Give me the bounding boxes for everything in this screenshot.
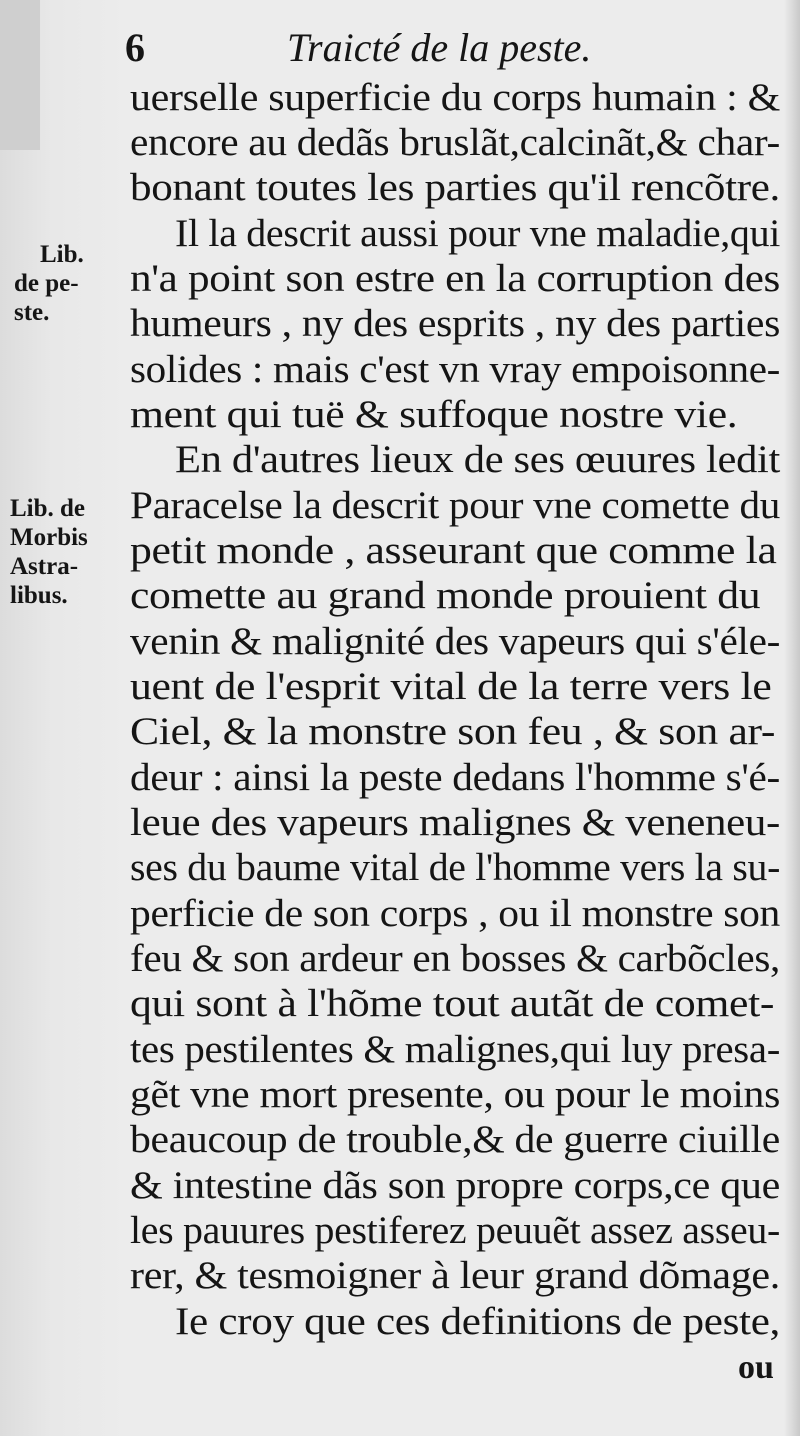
- margin-note-line: Lib.: [40, 241, 84, 268]
- catchword: ou: [738, 1349, 774, 1386]
- text-line: tes pestilentes & malignes,qui luy presa-: [130, 1028, 780, 1071]
- text-line: gẽt vne mort presente, ou pour le moins: [130, 1073, 780, 1116]
- margin-note-line: Lib. de: [10, 495, 86, 522]
- text-line: beaucoup de trouble,& de guerre ciuille: [130, 1118, 780, 1161]
- text-line: feu & son ardeur en bosses & carbõcles,: [130, 937, 780, 980]
- text-line: les pauures pestiferez peuuẽt assez asseu-: [130, 1209, 780, 1252]
- text-line: Paracelse la descrit pour vne comette du: [130, 484, 780, 527]
- text-line: uent de l'esprit vital de la terre vers le: [130, 665, 772, 708]
- margin-note: [10, 494, 88, 610]
- text-line: uerselle superficie du corps humain : &: [130, 76, 780, 119]
- margin-note-line: Morbis: [10, 524, 88, 551]
- margin-note-line: Astra-: [10, 553, 79, 580]
- running-title: Traicté de la peste.: [287, 25, 592, 70]
- paper-stain: [0, 0, 130, 1436]
- text-line: Il la descrit aussi pour vne maladie,qui: [175, 212, 780, 255]
- text-line: n'a point son estre en la corruption des: [130, 257, 780, 300]
- text-line: En d'autres lieux de ses œuures ledit: [175, 438, 780, 481]
- text-line: deur : ainsi la peste dedans l'homme s'é-: [130, 756, 781, 799]
- page-edge-shadow: [784, 0, 800, 1436]
- running-head: [125, 18, 625, 78]
- text-line: leue des vapeurs malignes & veneneu-: [130, 801, 780, 844]
- text-line: ment qui tuë & suffoque nostre vie.: [130, 393, 738, 436]
- margin-note: [14, 240, 84, 327]
- margin-note-line: de pe-: [14, 270, 79, 297]
- text-line: humeurs , ny des esprits , ny des parties: [130, 302, 780, 345]
- text-line: rer, & tesmoigner à leur grand dõmage.: [130, 1254, 780, 1297]
- text-line: comette au grand monde prouient du: [130, 574, 761, 617]
- margin-note-line: libus.: [10, 582, 68, 609]
- page-number: 6: [125, 25, 145, 70]
- text-line: perficie de son corps , ou il monstre son: [130, 892, 780, 935]
- text-line: solides : mais c'est vn vray empoisonne-: [130, 348, 781, 391]
- text-line: encore au dedãs bruslãt,calcinãt,& char-: [130, 121, 780, 164]
- text-line: petit monde , asseurant que comme la: [130, 529, 777, 572]
- text-line: ses du baume vital de l'homme vers la su-: [130, 846, 780, 889]
- text-line: & intestine dãs son propre corps,ce que: [130, 1164, 780, 1207]
- paper-stain-corner: [0, 0, 40, 150]
- text-line: Ciel, & la monstre son feu , & son ar-: [130, 710, 776, 753]
- margin-note-line: ste.: [14, 299, 50, 326]
- text-line: qui sont à l'hõme tout autãt de comet-: [130, 982, 775, 1025]
- text-line: venin & malignité des vapeurs qui s'éle-: [130, 620, 780, 663]
- text-line: bonant toutes les parties qu'il rencõtre.: [130, 166, 780, 209]
- text-line: Ie croy que ces definitions de peste,: [175, 1300, 781, 1343]
